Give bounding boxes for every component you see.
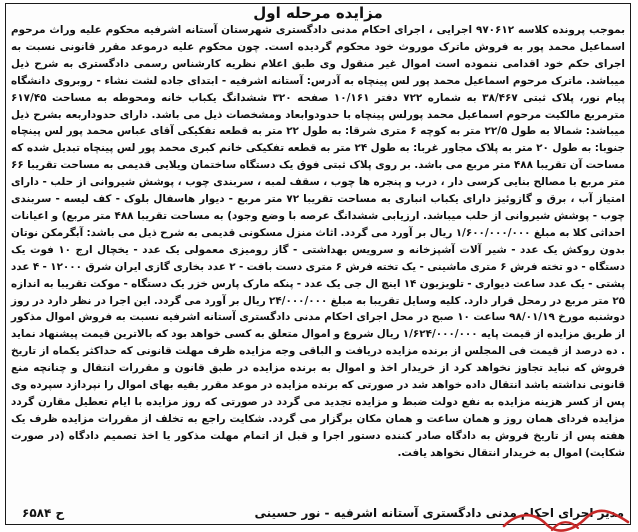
notice-code: ح ۶۵۸۴ [22,506,65,520]
auction-notice [5,3,631,525]
notice-title: مزایده مرحله اول [253,4,383,22]
notice-signature: مدیر اجرای احکام مدنی دادگستری آستانه اشرفیه - نور حسینی [254,506,624,520]
notice-footer [6,504,630,522]
notice-body: بموجب پرونده کلاسه ۹۷۰۶۱۲ اجرایی ، اجرای احکام مدنی دادگستری شهرستان آستانه اشرفیه محکوم علیه وراث مرحوم اسماعیل محمد پور به فروش ماترک موروث خود محکوم گردیده است. چون محکوم علیه درموعد مقرر قانونی نسبت به اجرای حکم خود اقدامی ننموده است اموال غیر منقول وی طبق اعلام نظریه کارشناس رسمی دادگستری به شرح ذیل میباشد. ماترک مرحوم اسماعیل محمد پور لس پینچاه به آدرس: آستانه اشرفیه - ابتدای جاده لشت نشاء - روبروی دانشگاه پیام نور، پلاک ثبتی ۳۸/۴۶۷ به شماره ۷۲۲ دفتر ۱۰/۱۶۱ صفحه ۳۲۰ ششدانگ یکباب خانه ومحوطه به مساحت ۶۱۷/۴۵ مترمربع مالکیت مرحوم اسماعیل محمد پورلس پینچاه با حدودوابعاد ومشخصات ذیل می باشد. دارای حدوداربعه بشرح ذیل میباشد: شمالا به طول ۲۲/۵ متر به کوچه ۶ متری شرقا: به طول ۲۲ متر به قطعه تفکیکی آقای عباس محمد پور لس پینچاه جنوبا: به طول ۲۰ متر به پلاک مجاور غربا: به طول ۲۴ متر به قطعه تفکیکی خانم کبری محمد پور لس پینچاه تبدیل شده که مساحت آن تقریبا ۴۸۸ متر مربع می باشد. بر روی پلاک ثبتی فوق یک دستگاه ساختمان ویلایی قدیمی به مساحت تقریبا ۶۶ متر مربع با مصالح بنایی کرسی دار ، درب و پنجره ها چوب ، سقف لمبه ، سربندی چوب ، پوشش شیروانی از حلب - دارای امتیاز آب ، برق و گازوئیز دارای یکباب انباری به مساحت تقریبا ۷۲ متر مربع - دیوار هاسفال بلوک - کف لیسه - سربندی چوب - پوشش شیروانی از حلب میباشد. ارزیابی ششدانگ عرصه با وضع وجود) به مساحت تقریبا ۴۸۸ متر مربع) و اعیانات احداثی کلا به مبلغ ۱/۶۰۰/۰۰۰/۰۰۰ ریال بر آورد می گردد. اثاث منزل مسکونی قدیمی به شرح ذیل می باشد: آبگرمکن نوتان بدون روکش یک عدد - شیر آلات آشپزخانه و سرویس بهداشتی - گاز رومیزی معمولی یک عدد - یخچال ارج ۱۰ فوت یک دستگاه - دو تخته فرش ۶ متری ماشینی - یک تخته فرش ۶ متری دست بافت - ۲ عدد بخاری گازی ایران شرق ۱۲۰۰۰ - ۴ عدد پشتی - یک عدد ساعت دیواری - تلویزیون ۱۴ اینچ ال جی یک عدد - پنکه مارک پارس خزر یک دستگاه - موکت تقریبا به اندازه ۲۵ متر مربع در رمحل قرار دارد. کلیه وسایل تقریبا به مبلغ ۲۴/۰۰۰/۰۰۰ ریال بر آورد می گردد. این اجرا در نظر دارد در روز دوشنبه مورخ ۹۸/۰۱/۱۹ ساعت ۱۰ صبح در محل اجرای احکام مدنی دادگستری آستانه اشرفیه نسبت به فروش اموال مذکور از طریق مزایده از قیمت پایه ۱/۶۲۴/۰۰۰/۰۰۰ ریال شروع و اموال متعلق به کسی خواهد بود که بالاترین قیمت پیشنهاد نماید . ده درصد از قیمت فی المجلس از برنده مزایده دریافت و الباقی وجه مزایده ظرف مهلت قانونی که حداکثر یکماه از تاریخ فروش که نباید تجاوز نخواهد کرد از خریدار اخذ و اموال به برنده مزایده در طبق قانون و مقررات انتقال و چنانچه منع قانونی نداشته باشد انتقال داده خواهد شد در صورتی که برنده مزایده در موعد مقرر بقیه بهای اموال را نپردازد سپرده وی پس از کسر هزینه مزایده به نفع دولت ضبط و مزایده تجدید می گردد در صورتی که روز مزایده با ایام تعطیل مقارن گردد مزایده فردای همان روز و همان ساعت و همان مکان برگزار می گردد. شکایت راجع به تخلف از مقررات مزایده ظرف یک هفته پس از تاریخ فروش به دادگاه صادر کننده دستور اجرا و قبل از اتمام مهلت مذکور یا اخذ تصمیم دادگاه (در صورت شکایت) اموال به خریدار انتقال نخواهد یافت. [11,24,626,459]
